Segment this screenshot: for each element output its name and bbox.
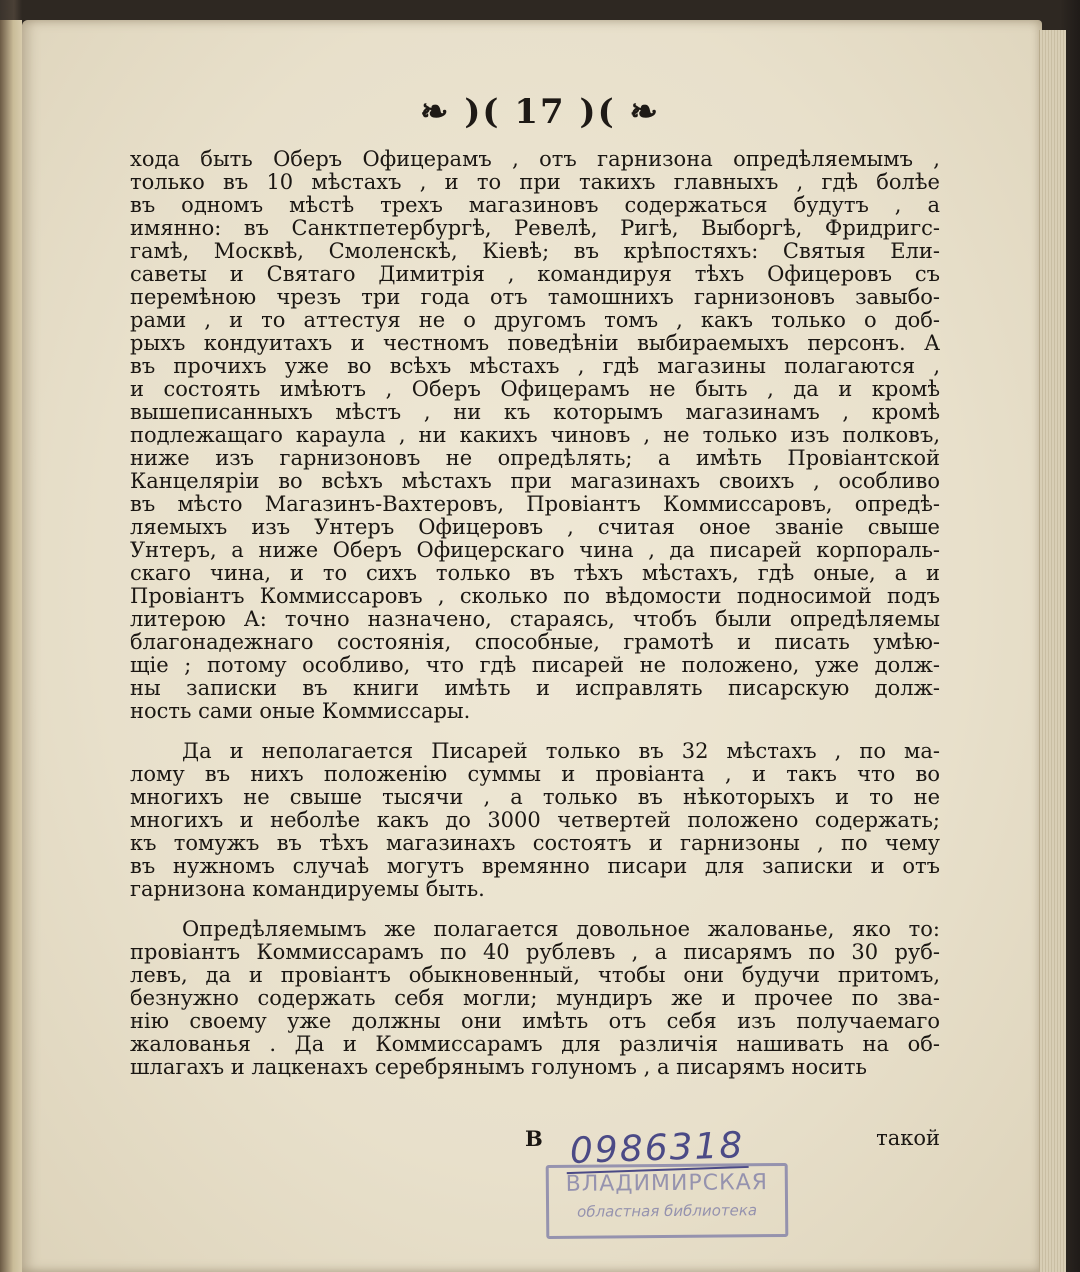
text-line: имянно: въ Санктпетербургѣ, Ревелѣ, Ригѣ, Выборгѣ, Фридригс- xyxy=(130,217,940,240)
text-line: многихъ не свыше тысячи , а только въ нѣкоторыхъ и то не xyxy=(130,786,940,809)
text-line: ниже изъ гарнизоновъ не опредѣлять; а имѣть Провіантской xyxy=(130,447,940,470)
text-line: рыхъ кондуитахъ и честномъ поведѣніи выбираемыхъ персонъ. А xyxy=(130,332,940,355)
paragraph xyxy=(130,740,940,901)
text-line: въ прочихъ уже во всѣхъ мѣстахъ , гдѣ магазины полагаются , xyxy=(130,355,940,378)
text-line: гарнизона командируемы быть. xyxy=(130,878,485,901)
text-line: лому въ нихъ положенію суммы и провіанта , и такъ что во xyxy=(130,763,940,786)
text-line: въ нужномъ случаѣ могутъ времянно писари для записки и отъ xyxy=(130,855,940,878)
text-line: въ одномъ мѣстѣ трехъ магазиновъ содержаться будутъ , а xyxy=(130,194,940,217)
text-line: и состоять имѣютъ , Оберъ Офицерамъ не быть , да и кромѣ xyxy=(130,378,940,401)
text-line: жалованья . Да и Коммиссарамъ для различія нашивать на об- xyxy=(130,1033,940,1056)
stamp-line-2: областная библиотека xyxy=(577,1201,758,1221)
text-line: въ мѣсто Магазинъ-Вахтеровъ, Провіантъ Коммиссаровъ, опредѣ- xyxy=(130,493,940,516)
text-line: левъ, да и провіантъ обыкновенный, чтобы они будучи притомъ, xyxy=(130,964,940,987)
page-fore-edge xyxy=(1039,30,1066,1272)
text-line: щіе ; потому особливо, что гдѣ писарей не положено, уже долж- xyxy=(130,654,940,677)
text-line: подлежащаго караула , ни какихъ чиновъ , не только изъ полковъ, xyxy=(130,424,940,447)
page-header xyxy=(0,92,1080,132)
ornament-right-icon: ❧ xyxy=(629,92,661,132)
text-line: Да и неполагается Писарей только въ 32 мѣстахъ , по ма- xyxy=(182,740,940,763)
text-line: многихъ и неболѣе какъ до 3000 четвертей положено содержать; xyxy=(130,809,940,832)
signature-mark: В xyxy=(525,1126,543,1151)
text-line: хода быть Оберъ Офицерамъ , отъ гарнизона опредѣляемымъ , xyxy=(130,148,940,171)
binding-edge xyxy=(0,20,22,1272)
text-line: нію своему уже должны они имѣть отъ себя изъ получаемаго xyxy=(130,1010,940,1033)
text-line: ность сами оные Коммиссары. xyxy=(130,700,471,723)
text-line: рами , и то аттестуя не о другомъ томъ , какъ только о доб- xyxy=(130,309,940,332)
text-line: безнужно содержать себя могли; мундиръ же и прочее по зва- xyxy=(130,987,940,1010)
text-line: Канцеляріи во всѣхъ мѣстахъ при магазинахъ своихъ , особливо xyxy=(130,470,940,493)
text-line: благонадежнаго состоянія, способные, грамотѣ и писать умѣю- xyxy=(130,631,940,654)
page-footer xyxy=(130,1126,940,1156)
ornament-left-icon: ❧ xyxy=(419,92,451,132)
page-number: )( 17 )( xyxy=(464,92,616,132)
text-line: Опредѣляемымъ же полагается довольное жалованье, яко то: xyxy=(182,918,940,941)
text-line: Унтеръ, а ниже Оберъ Офицерскаго чина , да писарей корпораль- xyxy=(130,539,940,562)
paragraph xyxy=(130,148,940,723)
inventory-number: 0986318 xyxy=(565,1125,749,1174)
text-line: шлагахъ и лацкенахъ серебрянымъ голуномъ , а писарямъ носить xyxy=(130,1056,867,1079)
text-line: провіантъ Коммиссарамъ по 40 рублевъ , а писарямъ по 30 руб- xyxy=(130,941,940,964)
stamp-line-1: ВЛАДИМИРСКАЯ xyxy=(565,1170,769,1197)
text-line: ляемыхъ изъ Унтеръ Офицеровъ , считая оное званіе свыше xyxy=(130,516,940,539)
body-text xyxy=(130,148,940,1096)
text-line: къ томужъ въ тѣхъ магазинахъ состоятъ и гарнизоны , по чему xyxy=(130,832,940,855)
text-line: вышеписанныхъ мѣстъ , ни къ которымъ магазинамъ , кромѣ xyxy=(130,401,940,424)
text-line: ны записки въ книги имѣть и исправлять писарскую долж- xyxy=(130,677,940,700)
text-line: литерою А: точно назначено, стараясь, чтобъ были опредѣляемы xyxy=(130,608,940,631)
text-line: саветы и Святаго Димитрія , командируя тѣхъ Офицеровъ съ xyxy=(130,263,940,286)
catchword: такой xyxy=(876,1126,940,1150)
text-line: Провіантъ Коммиссаровъ , сколько по вѣдомости подносимой подъ xyxy=(130,585,940,608)
library-stamp xyxy=(546,1163,789,1239)
text-line: только въ 10 мѣстахъ , и то при такихъ главныхъ , гдѣ болѣе xyxy=(130,171,940,194)
text-line: перемѣною чрезъ три года отъ тамошнихъ гарнизоновъ завыбо- xyxy=(130,286,940,309)
paragraph xyxy=(130,918,940,1079)
text-line: скаго чина, и то сихъ только въ тѣхъ мѣстахъ, гдѣ оные, а и xyxy=(130,562,940,585)
text-line: гамѣ, Москвѣ, Смоленскѣ, Кіевѣ; въ крѣпостяхъ: Святыя Ели- xyxy=(130,240,940,263)
